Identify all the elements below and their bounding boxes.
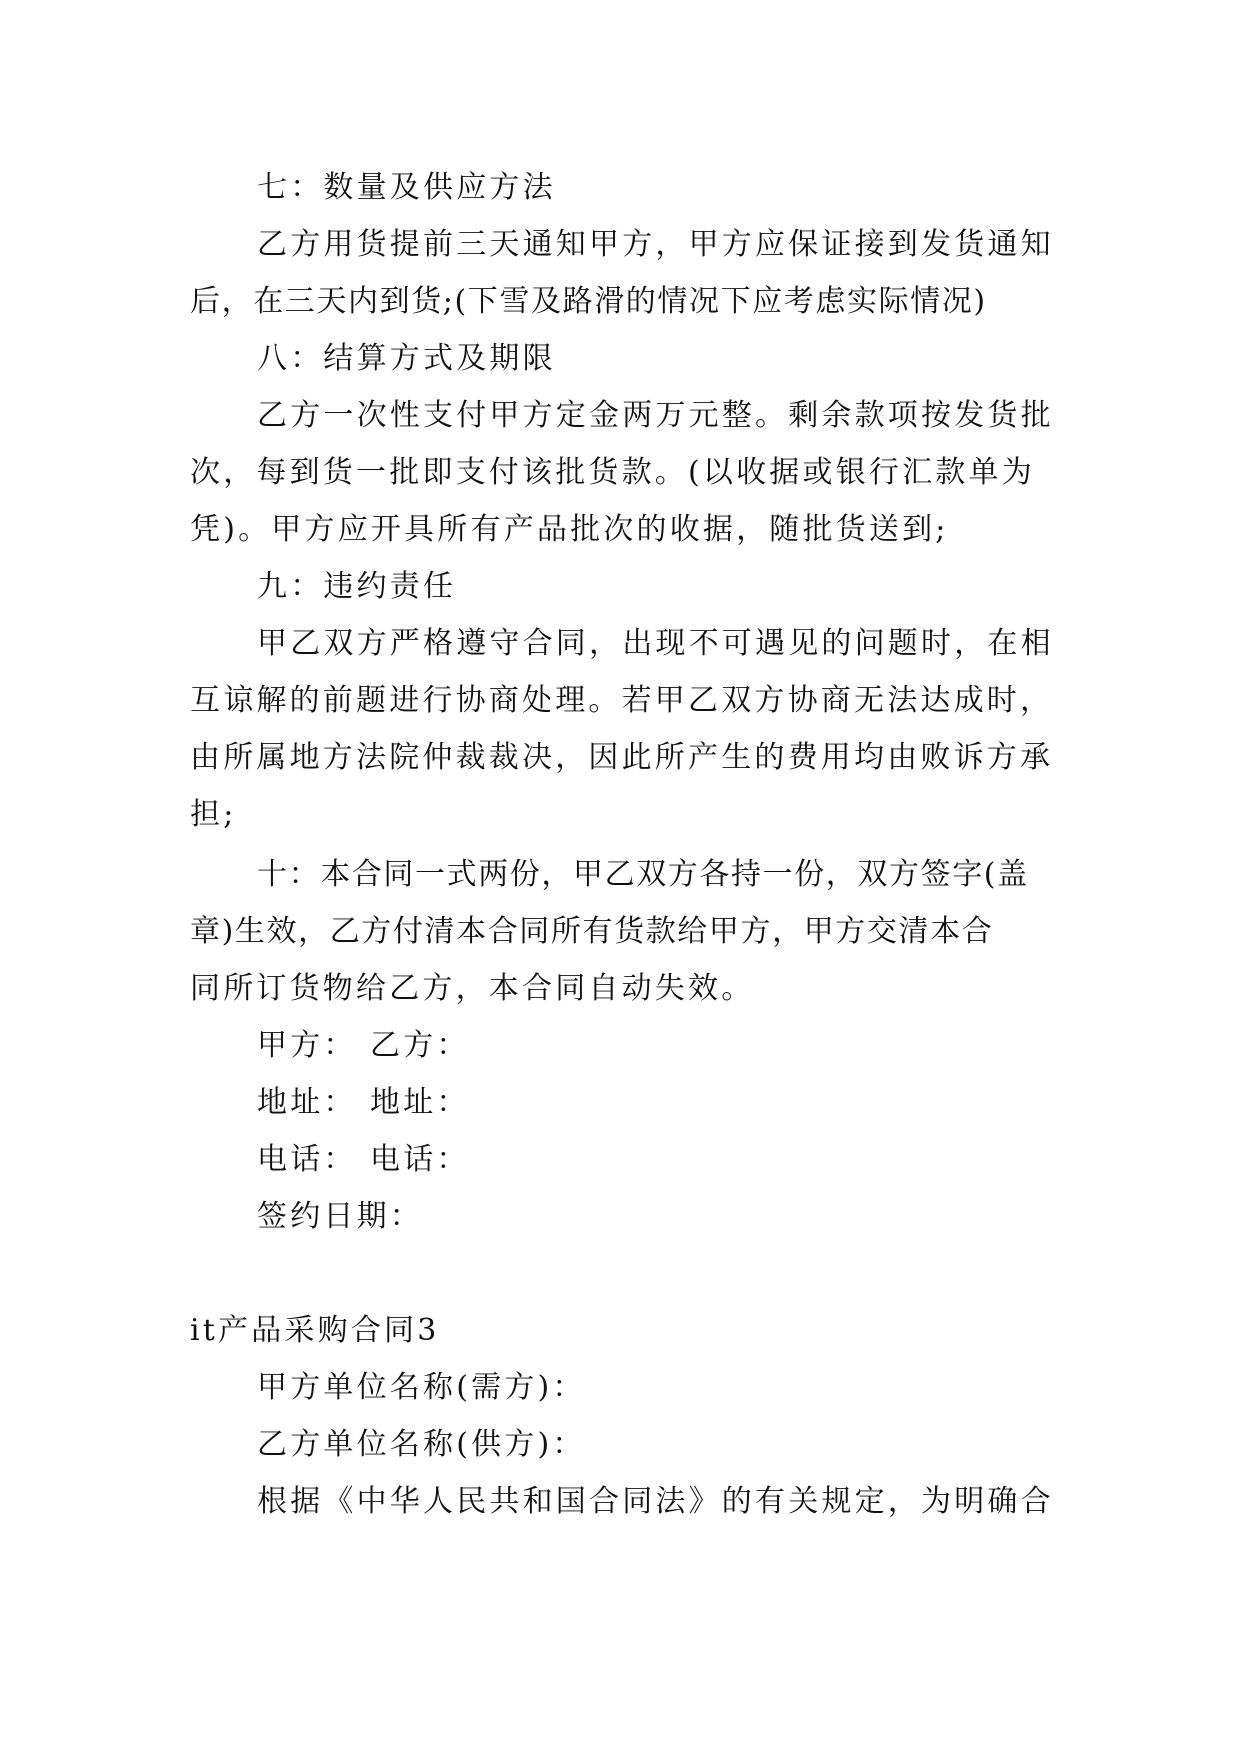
section-9-heading: 九：违约责任: [257, 569, 457, 604]
section-7-heading: 七：数量及供应方法: [257, 170, 556, 205]
section-10-line-3: 同所订货物给乙方，本合同自动失效。: [190, 971, 755, 1006]
buyer-name-label: 甲方单位名称(需方)：: [257, 1370, 586, 1405]
section-7-line-2: 后，在三天内到货;(下雪及路滑的情况下应考虑实际情况): [190, 284, 987, 319]
phone-b-label: 电话：: [370, 1142, 470, 1177]
party-a-label: 甲方：: [257, 1028, 357, 1063]
section-8-line-3: 凭)。甲方应开具所有产品批次的收据，随批货送到;: [190, 512, 949, 547]
section-10-line-1: 十：本合同一式两份，甲乙双方各持一份，双方签字(盖: [257, 857, 1029, 892]
supplier-name-label: 乙方单位名称(供方)：: [257, 1427, 586, 1462]
contract-3-title: it产品采购合同3: [190, 1313, 440, 1348]
section-9-line-1: 甲乙双方严格遵守合同，出现不可遇见的问题时，在相: [257, 626, 1054, 661]
sign-date-label: 签约日期：: [257, 1199, 423, 1234]
party-b-label: 乙方：: [370, 1028, 470, 1063]
phone-a-label: 电话：: [257, 1142, 357, 1177]
address-b-label: 地址：: [370, 1085, 470, 1120]
contract-3-intro: 根据《中华人民共和国合同法》的有关规定，为明确合: [257, 1484, 1054, 1519]
section-10-line-2: 章)生效，乙方付清本合同所有货款给甲方，甲方交清本合: [190, 914, 994, 949]
section-9-line-4: 担;: [190, 797, 237, 832]
section-7-line-1: 乙方用货提前三天通知甲方，甲方应保证接到发货通知: [257, 227, 1054, 262]
address-a-label: 地址：: [257, 1085, 357, 1120]
section-9-line-3: 由所属地方法院仲裁裁决，因此所产生的费用均由败诉方承: [190, 740, 1054, 775]
section-8-heading: 八：结算方式及期限: [257, 341, 556, 376]
section-8-line-2: 次，每到货一批即支付该批货款。(以收据或银行汇款单为: [190, 455, 1035, 490]
section-8-line-1: 乙方一次性支付甲方定金两万元整。剩余款项按发货批: [257, 398, 1054, 433]
section-9-line-2: 互谅解的前题进行协商处理。若甲乙双方协商无法达成时，: [190, 683, 1054, 718]
